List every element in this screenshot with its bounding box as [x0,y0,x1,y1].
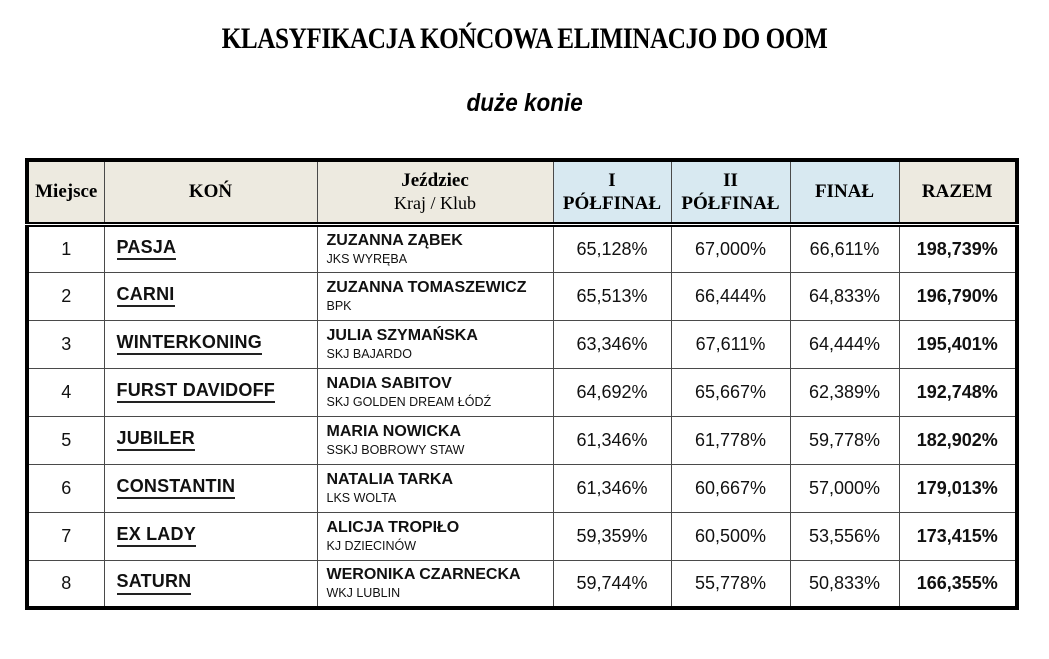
club-name: SKJ BAJARDO [326,347,412,361]
score-final: 59,778% [790,416,899,464]
score-total: 198,739% [899,224,1017,272]
rider-name: ZUZANNA ZĄBEK [326,232,463,249]
score-semifinal-2: 67,611% [671,320,790,368]
horse-name: PASJA [117,238,177,261]
horse-name: CARNI [117,285,175,308]
table-row [27,416,1017,464]
rider-cell [317,224,553,272]
page-subtitle-text: duże konie [466,89,583,117]
score-total: 196,790% [899,272,1017,320]
score-final: 64,444% [790,320,899,368]
horse-cell [104,416,317,464]
header-rider-label: Jeździec [401,169,469,191]
header-horse-label: KOŃ [188,181,233,203]
score-semifinal-1: 63,346% [553,320,671,368]
score-final: 53,556% [790,512,899,560]
place-cell: 4 [27,368,104,416]
horse-cell [104,560,317,608]
header-row [27,160,1017,224]
header-horse [104,160,317,224]
score-semifinal-1: 65,513% [553,272,671,320]
table-row [27,560,1017,608]
rider-cell [317,464,553,512]
rider-cell [317,512,553,560]
club-name: LKS WOLTA [326,491,397,505]
rider-name: ZUZANNA TOMASZEWICZ [326,279,527,296]
horse-name: FURST DAVIDOFF [117,381,275,404]
header-total-label: RAZEM [921,181,993,203]
page-title-text: KLASYFIKACJA KOŃCOWA ELIMINACJO DO OOM [221,22,828,55]
horse-cell [104,320,317,368]
horse-cell [104,464,317,512]
score-total: 182,902% [899,416,1017,464]
header-semifinal-1 [553,160,671,224]
rider-cell [317,320,553,368]
score-semifinal-1: 64,692% [553,368,671,416]
rider-name: NATALIA TARKA [326,471,453,488]
header-semifinal-2-number: II [723,169,738,191]
club-name: KJ DZIECINÓW [326,539,417,553]
place-cell: 6 [27,464,104,512]
score-final: 64,833% [790,272,899,320]
score-total: 166,355% [899,560,1017,608]
header-semifinal-2-label: PÓŁFINAŁ [681,192,780,214]
score-semifinal-2: 55,778% [671,560,790,608]
page-subtitle [0,89,1049,118]
rider-cell [317,560,553,608]
score-semifinal-1: 65,128% [553,224,671,272]
rider-cell [317,368,553,416]
page-title [0,22,1049,56]
club-name: JKS WYRĘBA [326,252,408,266]
header-rider [317,160,553,224]
horse-name: CONSTANTIN [117,477,236,500]
table-row [27,320,1017,368]
club-name: SSKJ BOBROWY STAW [326,443,465,457]
club-name: BPK [326,299,352,313]
place-cell: 1 [27,224,104,272]
header-place [27,160,104,224]
score-semifinal-1: 61,346% [553,416,671,464]
header-total [899,160,1017,224]
horse-cell [104,368,317,416]
score-semifinal-2: 66,444% [671,272,790,320]
place-cell: 7 [27,512,104,560]
horse-cell [104,512,317,560]
score-final: 50,833% [790,560,899,608]
table-row [27,512,1017,560]
score-semifinal-2: 67,000% [671,224,790,272]
score-semifinal-2: 65,667% [671,368,790,416]
results-table [25,158,1019,610]
table-row [27,272,1017,320]
header-place-label: Miejsce [35,181,98,203]
horse-cell [104,272,317,320]
club-name: WKJ LUBLIN [326,586,401,601]
rider-name: JULIA SZYMAŃSKA [326,327,478,344]
horse-cell [104,224,317,272]
header-semifinal-1-number: I [608,169,616,191]
score-final: 62,389% [790,368,899,416]
rider-cell [317,272,553,320]
horse-name: WINTERKONING [117,333,262,356]
score-semifinal-2: 61,778% [671,416,790,464]
header-final [790,160,899,224]
score-semifinal-1: 59,744% [553,560,671,608]
place-cell: 3 [27,320,104,368]
horse-name: EX LADY [117,525,196,548]
rider-cell [317,416,553,464]
rider-name: WERONIKA CZARNECKA [326,566,521,584]
horse-name: SATURN [117,572,192,595]
score-total: 195,401% [899,320,1017,368]
score-final: 66,611% [790,224,899,272]
rider-name: ALICJA TROPIŁO [326,519,460,536]
club-name: SKJ GOLDEN DREAM ŁÓDŹ [326,395,492,409]
place-cell: 5 [27,416,104,464]
header-final-label: FINAŁ [814,181,875,203]
rider-name: MARIA NOWICKA [326,423,461,440]
horse-name: JUBILER [117,429,195,452]
score-semifinal-1: 61,346% [553,464,671,512]
score-semifinal-2: 60,667% [671,464,790,512]
header-country-club-label: Kraj / Klub [394,192,476,213]
score-total: 179,013% [899,464,1017,512]
score-total: 173,415% [899,512,1017,560]
table-row [27,368,1017,416]
score-semifinal-1: 59,359% [553,512,671,560]
score-semifinal-2: 60,500% [671,512,790,560]
table-row [27,224,1017,272]
header-semifinal-1-label: PÓŁFINAŁ [562,192,662,214]
table-row [27,464,1017,512]
score-final: 57,000% [790,464,899,512]
place-cell: 8 [27,560,104,608]
rider-name: NADIA SABITOV [326,375,452,392]
score-total: 192,748% [899,368,1017,416]
place-cell: 2 [27,272,104,320]
header-semifinal-2 [671,160,790,224]
